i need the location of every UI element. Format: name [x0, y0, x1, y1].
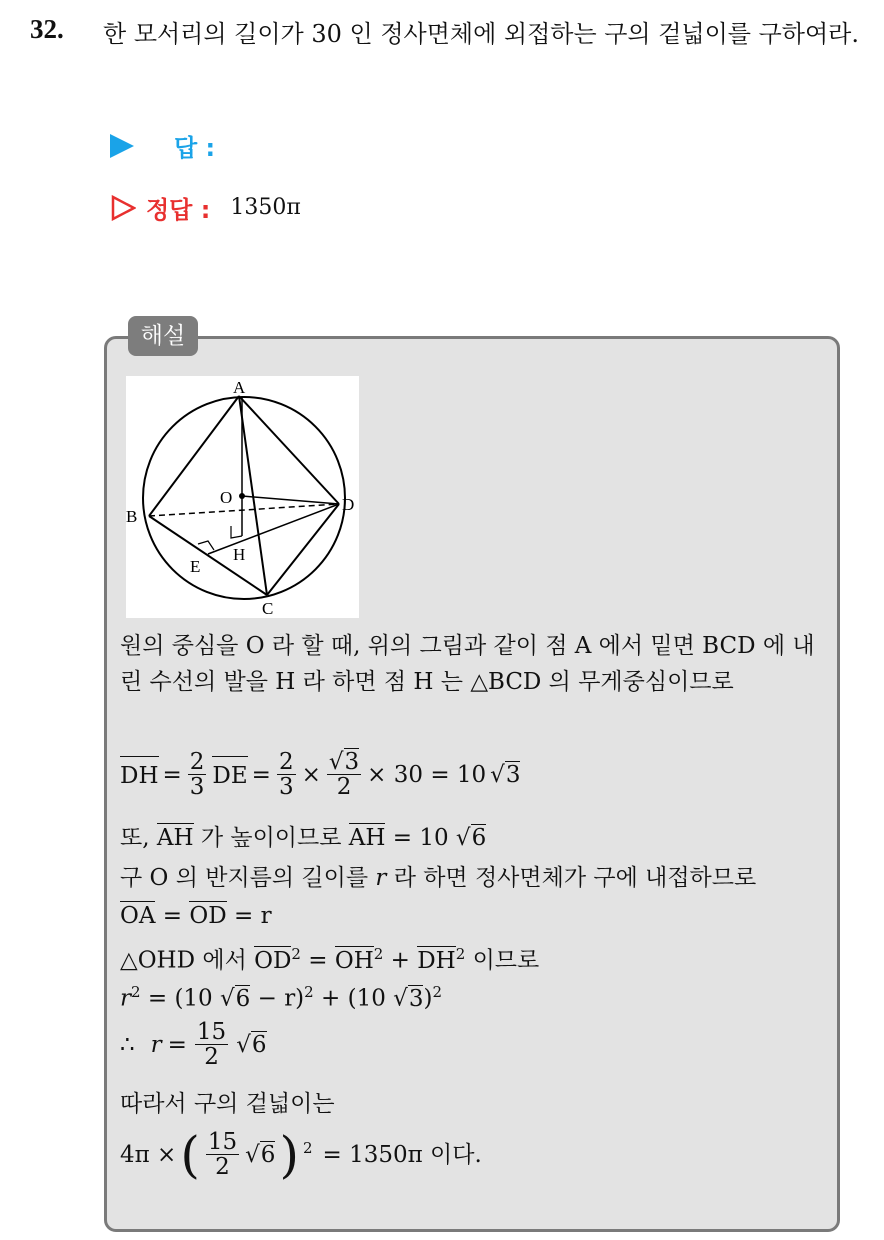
root6: √6	[245, 1141, 276, 1168]
text: + (10	[321, 985, 386, 1012]
fraction-15-over-2	[206, 1130, 239, 1179]
times-sign: ×	[301, 761, 321, 788]
exponent: 2	[291, 945, 301, 963]
equals-sign: =	[162, 761, 182, 788]
text: △OHD 에서	[120, 947, 247, 974]
solution-paragraph-8: 따라서 구의 겉넓이는	[120, 1091, 335, 1117]
fraction-two-thirds-2	[277, 750, 296, 799]
segment-ah: AH	[156, 825, 194, 851]
solution-paragraph-2	[120, 820, 835, 856]
segment-od: OD	[254, 947, 292, 974]
radicand: 6	[235, 985, 251, 1012]
close-paren: )	[279, 1125, 299, 1184]
solution-paragraph-1: 원의 중심을 O 라 할 때, 위의 그림과 같이 점 A 에서 밑면 BCD 에 내린 수선의 발을 H 라 하면 점 H 는 △BCD 의 무게중심이므로	[120, 633, 815, 695]
text: 구 O 의 반지름의 길이를	[120, 865, 369, 891]
exponent: 2	[304, 983, 314, 1001]
text: 또,	[120, 825, 150, 851]
root3: √3	[490, 761, 521, 788]
equation-rest: × 30 = 10	[367, 761, 487, 788]
fraction-15-over-2	[195, 1020, 228, 1069]
numerator: 2	[189, 749, 205, 775]
denominator: 2	[215, 1154, 230, 1181]
open-paren: (	[180, 1125, 200, 1184]
root6: √6	[455, 825, 487, 851]
variable-r: r	[150, 1031, 162, 1058]
variable-r: r	[120, 985, 131, 1012]
variable-r: r	[375, 865, 387, 891]
figure-label-d: D	[342, 495, 355, 514]
exponent: 2	[432, 983, 442, 1001]
denominator: 2	[204, 1044, 219, 1071]
text: 4π ×	[120, 1141, 177, 1168]
radicand: 6	[260, 1141, 276, 1168]
segment-od: OD	[189, 903, 227, 929]
radicand: 6	[471, 825, 487, 851]
fraction-two-thirds	[188, 750, 207, 799]
question-text: 한 모서리의 길이가 30 인 정사면체에 외접하는 구의 겉넓이를 구하여라.	[103, 20, 859, 48]
figure-label-e: E	[190, 557, 201, 576]
equation-dh	[120, 750, 835, 799]
radicand: 3	[505, 761, 521, 788]
solution-tag: 해설	[128, 316, 198, 356]
equation-r-value	[120, 1020, 835, 1069]
equation-pythagoras	[120, 936, 835, 979]
equation-r-squared	[120, 974, 835, 1017]
radicand: 3	[408, 985, 424, 1012]
solution-paragraph-3	[120, 860, 835, 896]
exponent: 2	[302, 1139, 313, 1157]
equation-surface-area	[120, 1125, 835, 1184]
outline-triangle-icon	[110, 195, 136, 221]
radicand: 6	[251, 1031, 267, 1058]
numerator: 15	[196, 1019, 227, 1045]
denominator: 3	[189, 774, 205, 801]
root6: √6	[220, 985, 251, 1012]
text: = (10	[147, 985, 213, 1012]
correct-answer-value: 1350π	[230, 195, 301, 220]
text: )	[423, 985, 433, 1012]
numerator: √3	[328, 749, 360, 775]
equation-oa-od	[120, 898, 835, 934]
segment-dh: DH	[417, 947, 456, 974]
tetrahedron-figure	[126, 376, 359, 618]
numerator: 2	[278, 749, 294, 775]
therefore-sign: ∴	[120, 1031, 135, 1058]
correct-answer-row	[110, 190, 301, 225]
segment-dh: DH	[120, 756, 159, 794]
answer-label: 답 :	[174, 134, 216, 162]
text: − r)	[257, 985, 305, 1012]
numerator: 15	[207, 1129, 238, 1155]
segment-oh: OH	[334, 947, 374, 974]
figure-label-h: H	[233, 545, 246, 564]
segment-ah: AH	[348, 825, 386, 851]
text: 가 높이이므로	[200, 825, 342, 851]
equals-sign: =	[251, 761, 271, 788]
exponent: 2	[455, 945, 466, 963]
fraction-root3-over-2	[327, 750, 361, 799]
text: = 1350π 이다.	[322, 1141, 482, 1168]
equals-sign: =	[308, 947, 328, 974]
question-number: 32.	[30, 14, 64, 44]
text: = 10	[392, 825, 449, 851]
root3: √3	[393, 985, 424, 1012]
text: = r	[233, 903, 272, 929]
exponent: 2	[131, 983, 141, 1001]
exponent: 2	[373, 945, 384, 963]
figure-label-a: A	[233, 378, 246, 397]
figure-label-b: B	[126, 507, 138, 526]
figure-label-c: C	[262, 599, 274, 618]
radicand: 3	[344, 749, 360, 775]
plus-sign: +	[390, 947, 410, 974]
segment-de: DE	[212, 756, 247, 794]
correct-answer-label: 정답 :	[146, 196, 211, 224]
figure-label-o: O	[220, 488, 233, 507]
segment-oa: OA	[120, 903, 156, 929]
text: 이므로	[472, 947, 540, 974]
denominator: 2	[336, 774, 352, 801]
equals-sign: =	[162, 903, 183, 929]
root6: √6	[236, 1031, 267, 1058]
denominator: 3	[278, 774, 294, 801]
text: 라 하면 정사면체가 구에 내접하므로	[393, 865, 757, 891]
answer-row	[110, 128, 215, 163]
play-triangle-icon	[110, 134, 134, 158]
equals-sign: =	[167, 1031, 187, 1058]
